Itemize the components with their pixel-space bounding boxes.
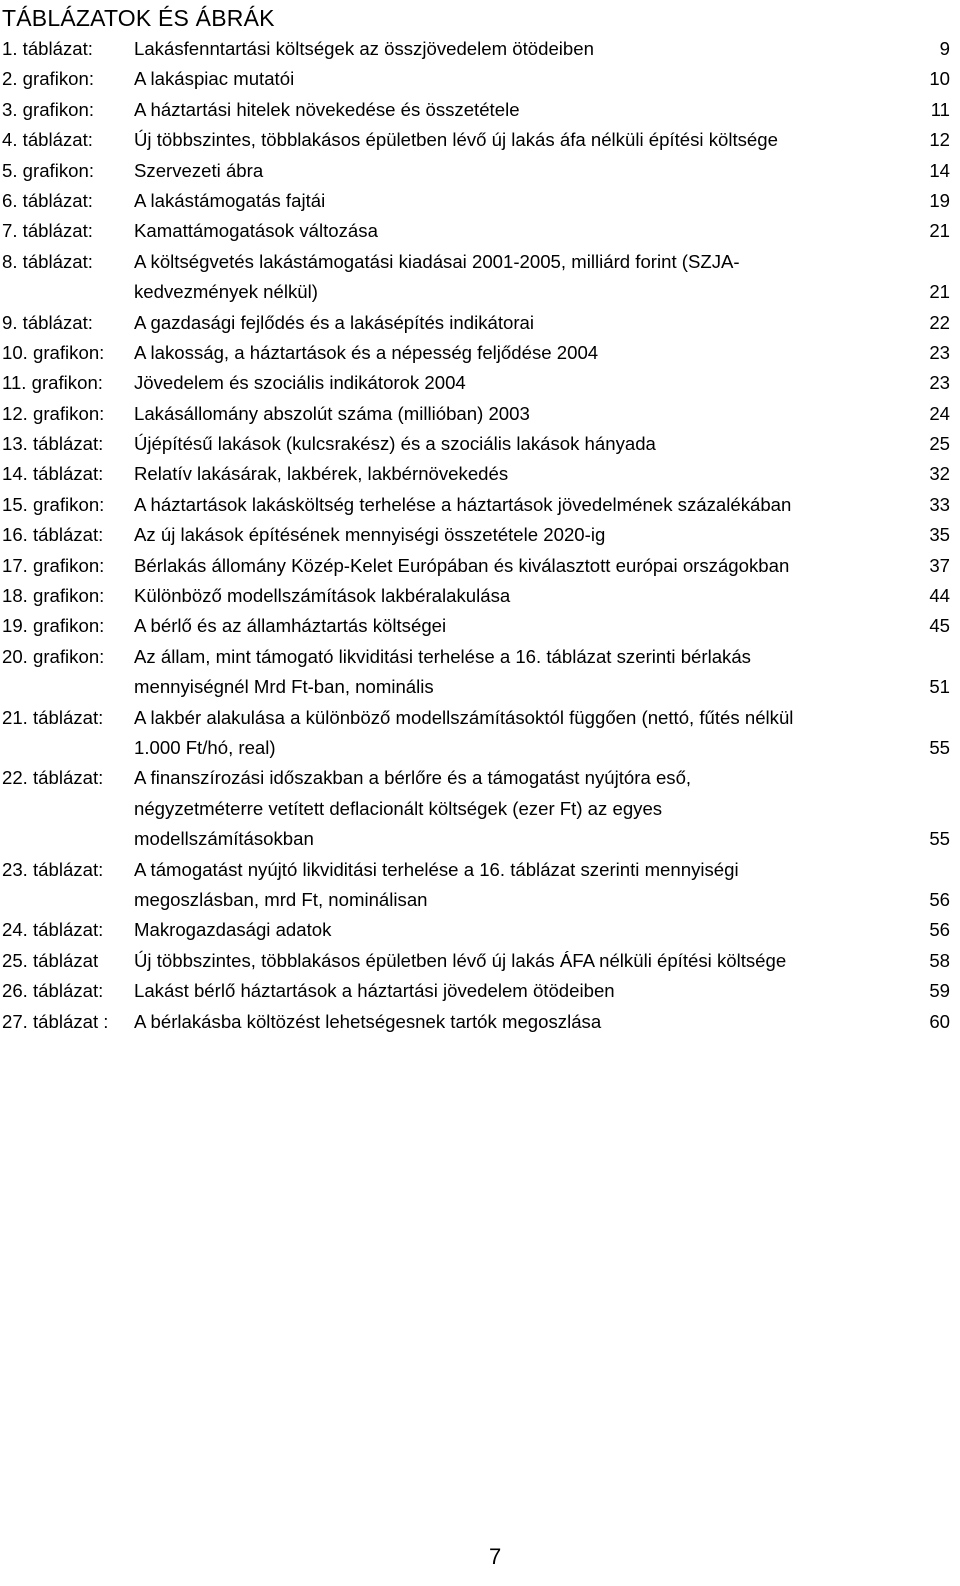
toc-entry-title: Új többszintes, többlakásos épületben lévő új lakás áfa nélküli építési költsége xyxy=(134,129,778,151)
toc-entry-page-number: 56 xyxy=(929,919,950,941)
toc-entry-label: 22. táblázat: xyxy=(2,767,104,789)
toc-entry-page-number: 25 xyxy=(929,433,950,455)
toc-entry-page-number: 45 xyxy=(929,615,950,637)
toc-entry-title: A háztartási hitelek növekedése és összetétele xyxy=(134,98,520,120)
toc-entry-line xyxy=(0,368,960,398)
toc-entry-line xyxy=(0,459,960,489)
toc-entry-line xyxy=(0,1007,960,1037)
toc-entry-label: 9. táblázat: xyxy=(2,311,93,333)
toc-entry[interactable] xyxy=(0,399,960,429)
toc-entry-title: A gazdasági fejlődés és a lakásépítés indikátorai xyxy=(134,311,535,333)
toc-entry-page-number: 44 xyxy=(929,585,950,607)
toc-entry-title: A lakosság, a háztartások és a népesség feljődése 2004 xyxy=(134,341,599,363)
toc-entry[interactable] xyxy=(0,247,960,308)
toc-entry-page-number: 21 xyxy=(929,220,950,242)
toc-entry-title: A háztartások lakásköltség terhelése a háztartások jövedelmének százalékában xyxy=(134,493,792,515)
toc-entry-line xyxy=(0,216,960,246)
toc-entry-label: 26. táblázat: xyxy=(2,980,104,1002)
toc-entry-page-number: 32 xyxy=(929,463,950,485)
toc-entry-label: 19. grafikon: xyxy=(2,615,105,637)
toc-entry-label: 20. grafikon: xyxy=(2,645,105,667)
toc-entry[interactable] xyxy=(0,429,960,459)
toc-entry-line xyxy=(0,64,960,94)
toc-entry[interactable] xyxy=(0,338,960,368)
toc-entry[interactable] xyxy=(0,186,960,216)
toc-entry-line xyxy=(0,642,960,672)
toc-entry[interactable] xyxy=(0,763,960,854)
toc-entry-title: A lakáspiac mutatói xyxy=(134,68,295,90)
toc-entry-page-number: 60 xyxy=(929,1010,950,1032)
toc-entry-title: A bérlakásba költözést lehetségesnek tartók megoszlása xyxy=(134,1010,602,1032)
toc-entry-line xyxy=(0,338,960,368)
toc-entry[interactable] xyxy=(0,581,960,611)
toc-entry-label: 7. táblázat: xyxy=(2,220,93,242)
toc-entry-page-number: 10 xyxy=(929,68,950,90)
toc-entry-line xyxy=(0,399,960,429)
toc-entry-page-number: 22 xyxy=(929,311,950,333)
toc-entry[interactable] xyxy=(0,368,960,398)
toc-entry-line xyxy=(0,95,960,125)
toc-entry[interactable] xyxy=(0,64,960,94)
toc-entry-title: A támogatást nyújtó likviditási terhelése a 16. táblázat szerinti mennyiségi xyxy=(134,858,739,880)
toc-entry-title: Bérlakás állomány Közép-Kelet Európában és kiválasztott európai országokban xyxy=(134,554,790,576)
toc-entry-page-number: 59 xyxy=(929,980,950,1002)
toc-entry[interactable] xyxy=(0,308,960,338)
toc-entry-line xyxy=(0,794,960,824)
toc-entry-title: Az állam, mint támogató likviditási terhelése a 16. táblázat szerinti bérlakás xyxy=(134,645,751,667)
toc-entry[interactable] xyxy=(0,976,960,1006)
toc-entry-title: Makrogazdasági adatok xyxy=(134,919,332,941)
toc-entry-title: Lakásfenntartási költségek az összjövedelem ötödeiben xyxy=(134,38,594,59)
toc-entry-label: 14. táblázat: xyxy=(2,463,104,485)
toc-entry-title: mennyiségnél Mrd Ft-ban, nominális xyxy=(134,676,434,698)
table-of-figures xyxy=(0,34,960,1037)
toc-entry-label: 2. grafikon: xyxy=(2,68,94,90)
toc-entry-line xyxy=(0,824,960,854)
toc-entry-title: A finanszírozási időszakban a bérlőre és a támogatást nyújtóra eső, xyxy=(134,767,692,789)
toc-entry-page-number: 35 xyxy=(929,524,950,546)
toc-entry-page-number: 58 xyxy=(929,949,950,971)
toc-entry[interactable] xyxy=(0,1007,960,1037)
toc-entry-label: 4. táblázat: xyxy=(2,129,93,151)
toc-entry-title: kedvezmények nélkül) xyxy=(134,281,318,303)
toc-entry-label: 6. táblázat: xyxy=(2,189,93,211)
toc-entry[interactable] xyxy=(0,459,960,489)
toc-entry-line xyxy=(0,915,960,945)
toc-entry-line xyxy=(0,763,960,793)
toc-entry-label: 12. grafikon: xyxy=(2,402,105,424)
toc-entry-label: 10. grafikon: xyxy=(2,341,105,363)
toc-entry-line xyxy=(0,976,960,1006)
toc-entry-label: 8. táblázat: xyxy=(2,250,93,272)
toc-entry-label: 23. táblázat: xyxy=(2,858,104,880)
toc-entry[interactable] xyxy=(0,34,960,64)
toc-entry-line xyxy=(0,429,960,459)
toc-entry[interactable] xyxy=(0,490,960,520)
toc-entry-title: Lakásállomány abszolút száma (millióban) 2003 xyxy=(134,402,530,424)
toc-entry-line xyxy=(0,672,960,702)
toc-entry-label: 16. táblázat: xyxy=(2,524,104,546)
toc-entry-title: Új többszintes, többlakásos épületben lévő új lakás ÁFA nélküli építési költsége xyxy=(134,949,787,971)
toc-entry[interactable] xyxy=(0,95,960,125)
toc-entry-page-number: 9 xyxy=(939,38,950,59)
toc-entry[interactable] xyxy=(0,703,960,764)
toc-entry-line xyxy=(0,277,960,307)
toc-entry-label: 1. táblázat: xyxy=(2,38,93,59)
toc-entry-title: Lakást bérlő háztartások a háztartási jövedelem ötödeiben xyxy=(134,980,615,1002)
toc-entry-line xyxy=(0,308,960,338)
toc-entry-title: Jövedelem és szociális indikátorok 2004 xyxy=(134,372,466,394)
toc-entry-label: 15. grafikon: xyxy=(2,493,105,515)
toc-entry-title: A lakástámogatás fajtái xyxy=(134,189,326,211)
toc-entry-label: 24. táblázat: xyxy=(2,919,104,941)
toc-entry-title: 1.000 Ft/hó, real) xyxy=(134,736,276,758)
toc-entry-line xyxy=(0,703,960,733)
toc-entry-label: 5. grafikon: xyxy=(2,159,94,181)
toc-entry-page-number: 19 xyxy=(929,189,950,211)
toc-entry-line xyxy=(0,611,960,641)
toc-entry-label: 13. táblázat: xyxy=(2,433,104,455)
toc-entry-line xyxy=(0,855,960,885)
toc-entry[interactable] xyxy=(0,946,960,976)
toc-entry-title: A bérlő és az államháztartás költségei xyxy=(134,615,447,637)
page-title: TÁBLÁZATOK ÉS ÁBRÁK xyxy=(2,5,275,31)
toc-entry-label: 25. táblázat xyxy=(2,949,99,971)
toc-entry-page-number: 23 xyxy=(929,341,950,363)
toc-entry-page-number: 21 xyxy=(929,281,950,303)
toc-entry-title: Különböző modellszámítások lakbéralakulása xyxy=(134,585,511,607)
toc-entry-title: Szervezeti ábra xyxy=(134,159,264,181)
toc-entry-page-number: 23 xyxy=(929,372,950,394)
toc-entry-line xyxy=(0,885,960,915)
toc-entry-line xyxy=(0,156,960,186)
toc-entry-page-number: 24 xyxy=(929,402,950,424)
toc-entry-label: 21. táblázat: xyxy=(2,706,104,728)
toc-entry[interactable] xyxy=(0,855,960,916)
toc-entry-page-number: 37 xyxy=(929,554,950,576)
toc-entry-page-number: 55 xyxy=(929,828,950,850)
toc-entry-label: 3. grafikon: xyxy=(2,98,94,120)
toc-entry-label: 27. táblázat : xyxy=(2,1010,109,1032)
toc-entry-title: modellszámításokban xyxy=(134,828,314,850)
toc-entry[interactable] xyxy=(0,915,960,945)
toc-entry-title: Kamattámogatások változása xyxy=(134,220,378,242)
toc-entry-label: 17. grafikon: xyxy=(2,554,105,576)
toc-entry[interactable] xyxy=(0,642,960,703)
toc-entry-page-number: 56 xyxy=(929,888,950,910)
toc-entry-line xyxy=(0,551,960,581)
toc-entry-line xyxy=(0,946,960,976)
toc-entry-page-number: 33 xyxy=(929,493,950,515)
toc-entry[interactable] xyxy=(0,125,960,155)
toc-entry-line xyxy=(0,247,960,277)
toc-entry-label: 18. grafikon: xyxy=(2,585,105,607)
toc-entry-title: négyzetméterre vetített deflacionált költségek (ezer Ft) az egyes xyxy=(134,797,663,819)
toc-entry-page-number: 51 xyxy=(929,676,950,698)
toc-entry-title: Relatív lakásárak, lakbérek, lakbérnövekedés xyxy=(134,463,509,485)
toc-entry-page-number: 11 xyxy=(930,98,950,120)
toc-entry[interactable] xyxy=(0,551,960,581)
toc-entry-title: megoszlásban, mrd Ft, nominálisan xyxy=(134,888,428,910)
toc-entry[interactable] xyxy=(0,156,960,186)
toc-entry-line xyxy=(0,733,960,763)
toc-entry-title: A költségvetés lakástámogatási kiadásai 2001-2005, milliárd forint (SZJA- xyxy=(134,250,740,272)
toc-entry-title: Az új lakások építésének mennyiségi összetétele 2020-ig xyxy=(134,524,606,546)
toc-entry-title: A lakbér alakulása a különböző modellszámításoktól függően (nettó, fűtés nélkül xyxy=(134,706,794,728)
toc-entry-line xyxy=(0,125,960,155)
toc-entry-title: Újépítésű lakások (kulcsrakész) és a szociális lakások hányada xyxy=(134,433,656,455)
page-number: 7 xyxy=(489,1544,502,1569)
toc-entry-line xyxy=(0,520,960,550)
toc-entry-line xyxy=(0,490,960,520)
toc-entry-page-number: 55 xyxy=(929,736,950,758)
toc-entry-label: 11. grafikon: xyxy=(2,372,103,394)
toc-entry-page-number: 12 xyxy=(929,129,950,151)
toc-entry[interactable] xyxy=(0,216,960,246)
toc-entry-line xyxy=(0,186,960,216)
toc-entry-line xyxy=(0,581,960,611)
toc-entry[interactable] xyxy=(0,520,960,550)
toc-entry-page-number: 14 xyxy=(929,159,950,181)
toc-entry[interactable] xyxy=(0,611,960,641)
toc-entry-line xyxy=(0,34,960,64)
